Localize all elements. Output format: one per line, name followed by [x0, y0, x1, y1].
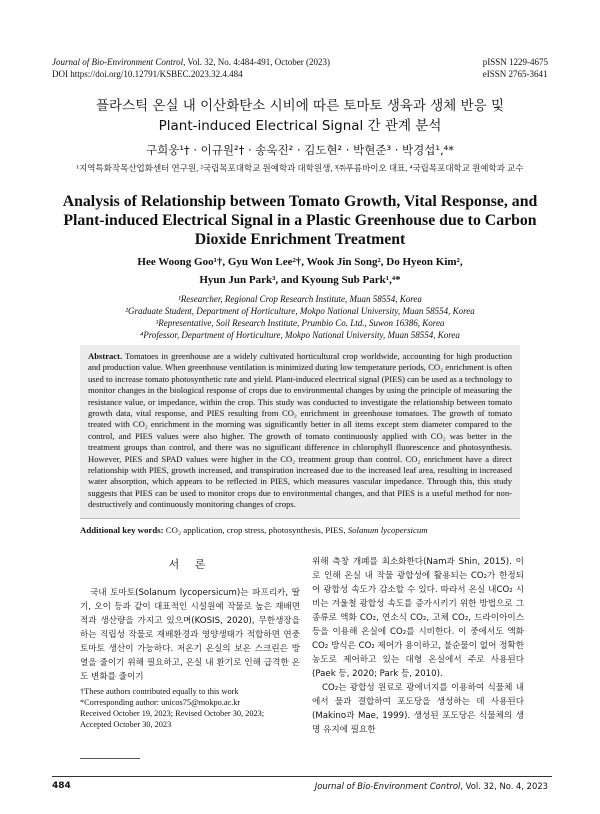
issn-block: [483, 56, 548, 80]
keywords-label: Additional key words:: [80, 525, 164, 535]
korean-affiliations: ¹지역특화작목산업화센터 연구원, ²국립목포대학교 원예학과 대학원생, ³㈜푸름바이오 대표, ⁴국립목포대학교 원예학과 교수: [76, 163, 524, 173]
doi-link[interactable]: DOI https://doi.org/10.12791/KSBEC.2023.32.4.484: [52, 69, 243, 79]
english-title-line2: Plant-induced Electrical Signal in a Plastic Greenhouse due to Carbon: [63, 212, 537, 229]
eissn: eISSN 2765-3641: [482, 69, 548, 79]
abstract-text: Tomatoes in greenhouse are a widely cultivated horticultural crop worldwide, accounting for high production and production value. When greenhouse ventilation is minimized during low temperature periods, CO₂ enrichment is often used to increase tomato photosynthetic rate and yield. Plant-induced electrical signal (PIES) can be used as a technology to monitor changes in the biological response of crops due to environmental changes by using the principle of measuring the resistance value, or impedance, within the crop. This study was conducted to investigate the relationship between tomato growth data, vital response, and PIES resulting from CO₂ enrichment in greenhouse tomatoes. The growth of tomato treated with CO₂ enrichment in the morning was significantly better in all items except stem diameter compared to the control, and PIES values were also higher. The growth of tomato continuously applied with CO₂ was better in the treatment groups than control, and there was no significant difference in chlorophyll fluorescence and photosynthesis. However, PIES and SPAD values were higher in the CO₂ treatment group than control. CO₂ enrichment have a direct relationship with PIES, growth increased, and transpiration increased due to the increased leaf area, resulting in increased water absorption, which appears to be reflected in PIES, which measures vascular impedance. Through this, this study suggests that PIES can be used to monitor crops due to environmental changes, and that PIES is a useful method for non-destructively and continuously monitoring changes of crops.: [88, 351, 513, 510]
affiliation-1: ¹Researcher, Regional Crop Research Institute, Muan 58554, Korea: [178, 294, 422, 304]
footer-journal: [315, 781, 548, 791]
korean-title-line1: 플라스틱 온실 내 이산화탄소 시비에 따른 토마토 생육과 생체 반응 및: [95, 98, 505, 114]
page-number: 484: [52, 781, 71, 791]
korean-authors: 구희웅¹† · 이규원²† · 송욱진² · 김도현² · 박현준³ · 박경섭¹,⁴*: [146, 143, 454, 157]
affiliation-2: ²Graduate Student, Department of Horticulture, Mokpo National University, Muan 58554, Korea: [125, 306, 475, 316]
english-affiliations: [40, 293, 560, 341]
footnote-accepted: Accepted October 30, 2023: [80, 720, 172, 729]
english-authors-line2: Hyun Jun Park³, and Kyoung Sub Park¹,⁴*: [199, 274, 401, 286]
keywords: [80, 525, 520, 535]
affiliation-3: ³Representative, Soil Research Institute, Prumbio Co. Ltd., Suwon 16386, Korea: [155, 318, 445, 328]
intro-right-paragraph-2: CO₂는 광합성 원료로 광에너지를 이용하여 식물체 내에서 물과 결합하여 포도당을 생성하는 데 사용된다(Makino과 Mae, 1999). 생성된 포도당은 식물체의 생명 유지에 필요한: [312, 683, 524, 735]
journal-citation: [52, 56, 330, 68]
footer-divider: [52, 776, 552, 777]
korean-title: [0, 96, 600, 136]
english-title-line1: Analysis of Relationship between Tomato Growth, Vital Response, and: [62, 193, 538, 210]
footer-journal-name: Journal of Bio-Environment Control: [314, 781, 461, 791]
affiliation-4: ⁴Professor, Department of Horticulture, Mokpo National University, Muan 58554, Korea: [140, 330, 460, 340]
footnotes: [80, 686, 300, 730]
journal-name: Journal of Bio-Environment Control: [52, 57, 184, 67]
section-heading-introduction: 서 론: [168, 558, 212, 571]
footnote-corresponding: *Corresponding author: unicos75@mokpo.ac.kr: [80, 698, 241, 707]
pissn: pISSN 1229-4675: [482, 57, 548, 67]
intro-left-column: 국내 토마토(Solanum lycopersicum)는 파프리카, 딸기, 오이 등과 같이 대표적인 시설원예 작물로 높은 재배면적과 생산량을 가지고 있으며(KOSIS, 2020), 무한생장을 하는 직립성 작물로 재배환경과 영양생태가 적합하면 연중 토마토 생산이 가능하다. 저온기 온실의 보온 스크린은 방열을 줄이기 위해 필요하고, 온실 내 환기로 인해 급격한 온도 변화를 줄이기: [80, 588, 300, 682]
abstract-divider: [80, 518, 520, 519]
abstract-label: Abstract.: [88, 351, 123, 361]
footer-journal-volume: , Vol. 32, No. 4, 2023: [460, 781, 548, 791]
english-title: [40, 192, 560, 249]
english-title-line3: Dioxide Enrichment Treatment: [194, 231, 406, 248]
abstract: [80, 345, 520, 518]
footnote-equal-contribution: †These authors contributed equally to this work: [80, 687, 239, 696]
english-authors: [40, 253, 560, 289]
journal-header: [52, 56, 330, 80]
journal-volume: , Vol. 32, No. 4:484-491, October (2023): [183, 57, 330, 67]
keywords-species: Solanum lycopersicum: [347, 525, 428, 535]
intro-right-paragraph-1: 위해 측창 개폐를 최소화한다(Nam과 Shin, 2015). 이로 인해 온실 내 작물 광합성에 활용되는 CO₂가 한정되어 광합성 속도가 감소할 수 있다. 따라서 온실 내CO₂ 시비는 겨울철 광합성 속도를 증가시키기 위한 방법으로 그 종류로 액화 CO₂, 연소식 CO₂, 고체 CO₂, 드라이아이스 등을 이용해 온실에 CO₂를 시비한다. 이 중에서도 액화 CO₂ 방식은 CO₂ 제어가 용이하고, 불순물이 없어 정확한 농도로 제어하고 있는 대형 온실에서 주로 사용된다(Paek 등, 2020; Park 등, 2010).: [312, 557, 525, 679]
footnote-divider: [80, 758, 140, 759]
footnote-received: Received October 19, 2023; Revised October 30, 2023;: [80, 709, 265, 718]
english-authors-line1: Hee Woong Goo¹†, Gyu Won Lee²†, Wook Jin Song², Do Hyeon Kim²,: [137, 256, 463, 268]
korean-title-line2: Plant-induced Electrical Signal 간 관계 분석: [158, 118, 442, 134]
intro-right-column: [312, 555, 524, 737]
keywords-text: CO₂ application, crop stress, photosynthesis, PIES,: [165, 525, 348, 535]
